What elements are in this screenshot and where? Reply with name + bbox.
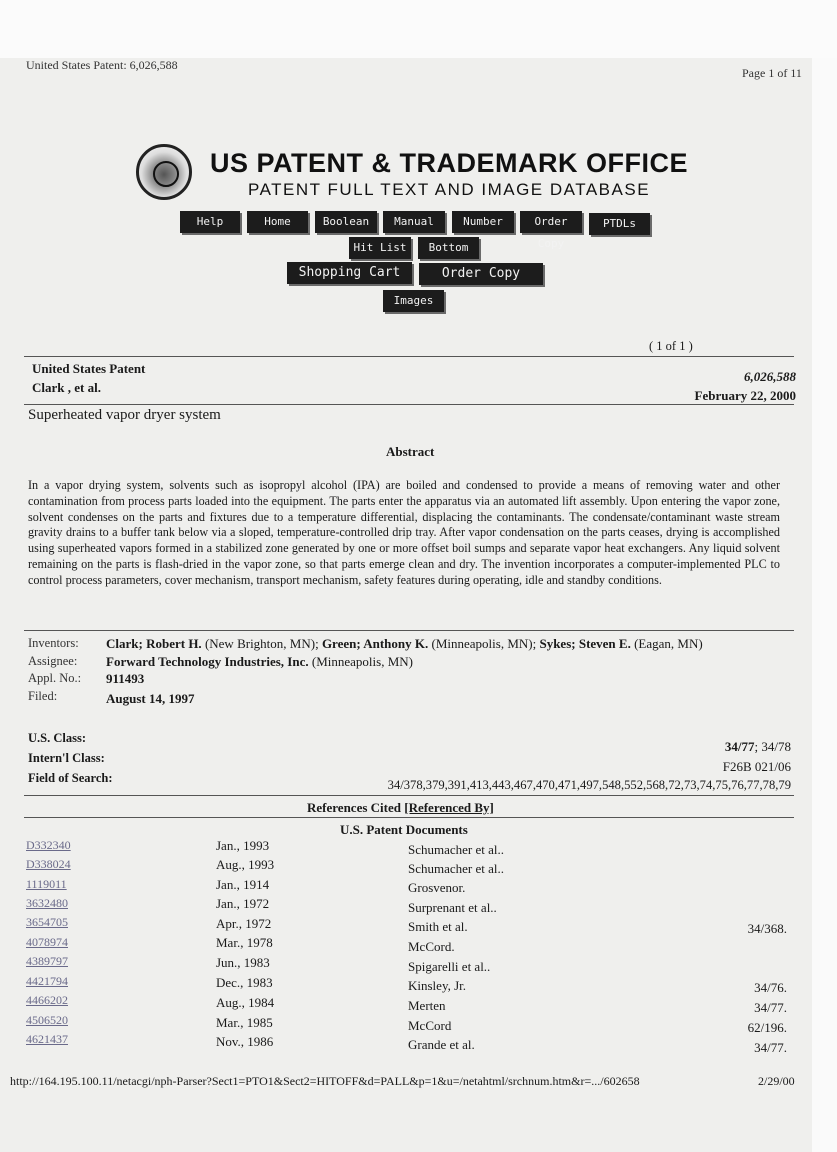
inventor-name: Green; Anthony K. (321, 636, 429, 651)
intl-class-label: Intern'l Class: (28, 751, 105, 765)
nav-ptdls-button[interactable]: PTDLs (589, 213, 650, 235)
reference-inventor: Schumacher et al.. (408, 842, 505, 857)
nav-home-button[interactable]: Home (247, 211, 308, 233)
reference-date: Jun., 1983 (216, 955, 270, 970)
footer-date: 2/29/00 (758, 1074, 795, 1088)
reference-date: Nov., 1986 (216, 1034, 274, 1049)
nav-boolean-button[interactable]: Boolean (315, 211, 377, 233)
nav-bottom-button[interactable]: Bottom (418, 237, 479, 259)
page-header-page: Page 1 of 11 (742, 66, 802, 80)
nav-hit-list-button[interactable]: Hit List (349, 237, 411, 259)
us-patent-documents-heading: U.S. Patent Documents (340, 822, 468, 837)
abstract-heading: Abstract (386, 444, 435, 459)
nav-manual-button[interactable]: Manual (383, 211, 445, 233)
divider (24, 795, 794, 796)
reference-number-link[interactable]: 4621437 (26, 1032, 68, 1046)
patent-number: 6,026,588 (744, 369, 796, 384)
references-heading (307, 800, 494, 816)
reference-inventor: Smith et al. (408, 919, 468, 934)
reference-inventor: Kinsley, Jr. (408, 978, 467, 993)
reference-inventor: Grande et al. (408, 1037, 475, 1052)
reference-date: Jan., 1972 (216, 896, 270, 911)
result-counter: ( 1 of 1 ) (649, 339, 693, 353)
reference-class: 34/77. (754, 1000, 787, 1015)
appl-no-value: 911493 (106, 671, 145, 686)
divider (24, 404, 794, 405)
nav-order-copy-button[interactable]: Order Copy (520, 211, 582, 233)
patent-title: Superheated vapor dryer system (28, 407, 221, 423)
appl-no-label: Appl. No.: (28, 671, 82, 685)
nav-shopping-cart-button[interactable]: Shopping Cart (287, 262, 412, 284)
inventor-location: (Eagan, MN) (634, 636, 703, 651)
us-class-label: U.S. Class: (28, 731, 86, 745)
assignee-label: Assignee: (28, 654, 78, 668)
inventor-location: (New Brighton, MN); (204, 636, 319, 651)
abstract-text: In a vapor drying system, solvents such as isopropyl alcohol (IPA) are boiled and condensed to provide a means of removing water and other contamination from process parts loaded into the equipment. The parts enter the apparatus via an automated lift assembly. Upon entering the vapor zone, solvent condenses on the parts and fixtures due to a temperature differential, displacing the contaminants. The condensate/contaminant waste stream gravity drains to a buffer tank below via a sloped, temperature-controlled drip tray. After vapor condensation on the parts ceases, drying is accomplished using superheated vapors formed in a stabilized zone generated by one or more offset boil sumps and separate vapor heat exchangers. Any liquid solvent remaining on the parts is flash-dried in the vapor zone, so that parts emerge clean and dry. The invention incorporates a computer-implemented PLC to control process parameters, cover mechanism, transport mechanism, safety features during operating, idle and standby conditions. (28, 478, 780, 587)
reference-number-link[interactable]: 4506520 (26, 1013, 68, 1027)
reference-date: Jan., 1914 (216, 877, 270, 892)
reference-inventor: McCord (408, 1018, 452, 1033)
reference-date: Dec., 1983 (216, 975, 273, 990)
nav-number-button[interactable]: Number (452, 211, 514, 233)
inventors-label: Inventors: (28, 636, 79, 650)
patent-inventor-short: Clark , et al. (32, 380, 101, 395)
footer-url: http://164.195.100.11/netacgi/nph-Parser?Sect1=PTO1&Sect2=HITOFF&d=PALL&p=1&u=/netahtml/srchnum.htm&r=.../602658 (10, 1074, 640, 1088)
filed-value: August 14, 1997 (106, 691, 195, 706)
reference-number-link[interactable]: D338024 (26, 857, 71, 871)
page-header-title: United States Patent: 6,026,588 (26, 58, 178, 72)
reference-inventor: Merten (408, 998, 446, 1013)
reference-inventor: Schumacher et al.. (408, 861, 505, 876)
assignee-name: Forward Technology Industries, Inc. (106, 654, 309, 669)
divider (24, 817, 794, 818)
reference-number-link[interactable]: D332340 (26, 838, 71, 852)
assignee-location: (Minneapolis, MN) (311, 654, 413, 669)
references-title: References Cited (307, 800, 401, 815)
reference-class: 34/76. (754, 980, 787, 995)
reference-date: Jan., 1993 (216, 838, 270, 853)
patent-type: United States Patent (32, 361, 146, 376)
filed-label: Filed: (28, 689, 58, 703)
reference-number-link[interactable]: 3654705 (26, 915, 68, 929)
site-title: US PATENT & TRADEMARK OFFICE (210, 148, 688, 178)
reference-inventor: Surprenant et al.. (408, 900, 497, 915)
inventor-name: Sykes; Steven E. (539, 636, 631, 651)
inventor-name: Clark; Robert H. (106, 636, 202, 651)
reference-date: Mar., 1985 (216, 1015, 273, 1030)
reference-inventor: Spigarelli et al.. (408, 959, 491, 974)
reference-number-link[interactable]: 4421794 (26, 974, 68, 988)
reference-inventor: Grosvenor. (408, 880, 466, 895)
reference-inventor: McCord. (408, 939, 455, 954)
field-of-search-value: 34/378,379,391,413,443,467,470,471,497,548,552,568,72,73,74,75,76,77,78,79 (387, 778, 791, 792)
uspto-seal-icon (136, 144, 192, 200)
reference-number-link[interactable]: 4389797 (26, 954, 68, 968)
us-class-primary: 34/77 (724, 739, 755, 754)
inventor-location: (Minneapolis, MN); (431, 636, 537, 651)
us-class-value (725, 739, 791, 755)
reference-date: Mar., 1978 (216, 935, 273, 950)
reference-class: 62/196. (747, 1020, 787, 1035)
referenced-by-link[interactable]: [Referenced By] (404, 800, 494, 815)
reference-class: 34/77. (754, 1040, 787, 1055)
page-edge (812, 58, 837, 1152)
nav-order-copy-large-button[interactable]: Order Copy (419, 263, 543, 285)
reference-date: Aug., 1993 (216, 857, 275, 872)
intl-class-value: F26B 021/06 (722, 759, 791, 774)
inventors-value (106, 636, 703, 652)
scanner-background (0, 0, 837, 58)
reference-class: 34/368. (747, 921, 787, 936)
patent-date: February 22, 2000 (694, 388, 796, 403)
divider (24, 630, 794, 631)
field-of-search-label: Field of Search: (28, 771, 113, 785)
us-class-secondary: ; 34/78 (754, 739, 791, 754)
reference-number-link[interactable]: 4466202 (26, 993, 68, 1007)
reference-date: Apr., 1972 (216, 916, 272, 931)
reference-number-link[interactable]: 3632480 (26, 896, 68, 910)
assignee-value (106, 654, 413, 670)
site-subtitle: PATENT FULL TEXT AND IMAGE DATABASE (248, 180, 651, 199)
divider (24, 356, 794, 357)
nav-help-button[interactable]: Help (180, 211, 240, 233)
reference-number-link[interactable]: 1119011 (26, 877, 67, 891)
reference-date: Aug., 1984 (216, 995, 275, 1010)
reference-number-link[interactable]: 4078974 (26, 935, 68, 949)
nav-images-button[interactable]: Images (383, 290, 444, 312)
